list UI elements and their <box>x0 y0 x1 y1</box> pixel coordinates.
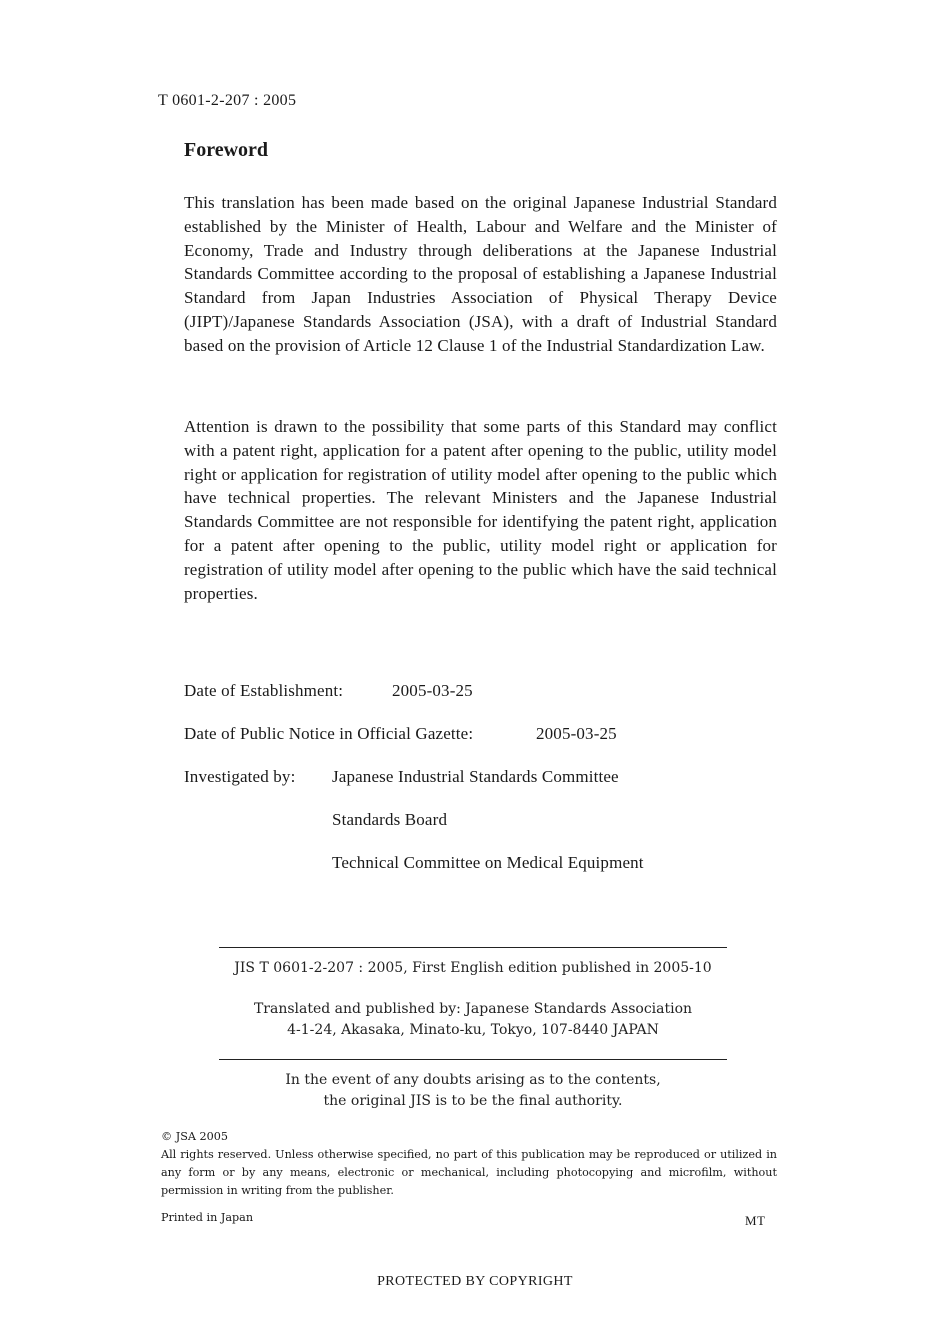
rights-reserved-text: All rights reserved. Unless otherwise specified, no part of this publication may be reproduced or utilized in any form or by any means, electronic or mechanical, including photocopying and microfilm, without permission in writing from the publisher. <box>161 1148 777 1197</box>
authority-line-2: the original JIS is to be the final authority. <box>323 1093 623 1109</box>
investigated-by-label: Investigated by: <box>184 767 296 786</box>
divider-top <box>219 947 727 948</box>
foreword-title: Foreword <box>184 139 269 161</box>
protected-by-copyright-footer: PROTECTED BY COPYRIGHT <box>377 1274 573 1289</box>
foreword-paragraph-2: Attention is drawn to the possibility that some parts of this Standard may conflict with a patent right, application for a patent after opening to the public, utility model right or application for registration of utility model after opening to the public which have technical properties. The relevant Ministers and the Japanese Industrial Standards Committee are not responsible for identifying the patent right, application for a patent after opening to the public, utility model right or application for registration of utility model after opening to the public which have the said technical properties. <box>184 417 777 603</box>
gazette-date-row <box>184 724 473 744</box>
edition-text: JIS T 0601-2-207 : 2005, First English edition published in 2005-10 <box>234 960 712 976</box>
investigating-body-technical-committee: Technical Committee on Medical Equipment <box>332 853 644 872</box>
publisher-block <box>219 999 727 1041</box>
establishment-date-value: 2005-03-25 <box>392 681 473 700</box>
publisher-address: 4-1-24, Akasaka, Minato-ku, Tokyo, 107-8440 JAPAN <box>287 1022 659 1038</box>
establishment-date-row <box>184 681 343 701</box>
printed-in-japan: Printed in Japan <box>161 1211 254 1224</box>
divider-bottom <box>219 1059 727 1060</box>
copyright-mark: © JSA 2005 <box>161 1130 228 1143</box>
printer-code: MT <box>745 1213 766 1228</box>
authority-note <box>219 1070 727 1112</box>
authority-line-1: In the event of any doubts arising as to the contents, <box>285 1072 661 1088</box>
edition-line <box>219 958 727 979</box>
foreword-paragraph-1: This translation has been made based on the original Japanese Industrial Standard established by the Minister of Health, Labour and Welfare and the Minister of Economy, Trade and Industry through deliberations at the Japanese Industrial Standards Committee according to the proposal of establishing a Japanese Industrial Standard from Japan Industries Association of Physical Therapy Device (JIPT)/Japanese Standards Association (JSA), with a draft of Industrial Standard based on the provision of Article 12 Clause 1 of the Industrial Standardization Law. <box>184 193 777 355</box>
investigating-body-standards-board: Standards Board <box>332 810 448 829</box>
publisher-text: Translated and published by: Japanese Standards Association <box>253 1001 693 1017</box>
establishment-date-label: Date of Establishment: <box>184 681 344 700</box>
document-number-header: T 0601-2-207 : 2005 <box>158 92 297 109</box>
gazette-date-label: Date of Public Notice in Official Gazette: <box>184 724 474 743</box>
gazette-date-value: 2005-03-25 <box>536 724 617 743</box>
investigating-body-jisc: Japanese Industrial Standards Committee <box>332 767 619 786</box>
